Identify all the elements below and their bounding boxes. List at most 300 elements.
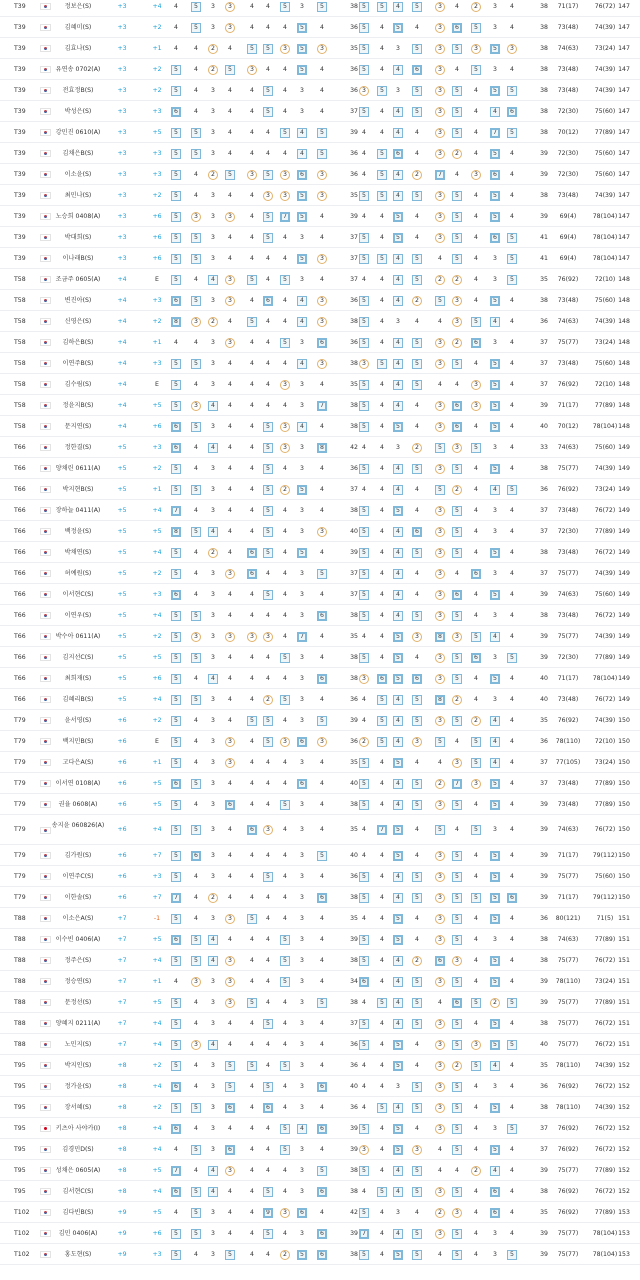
player-name-link[interactable]: 김서현C(S)	[62, 1187, 94, 1195]
round-to-par: +4	[152, 1124, 162, 1132]
hole-score: 3	[300, 590, 304, 598]
hole-score: 3	[315, 527, 329, 537]
round2-score: 74(39)	[594, 1061, 616, 1069]
round2-score: 77(89)	[594, 653, 616, 661]
player-name-link[interactable]: 박지인(S)	[64, 1061, 92, 1069]
table-row[interactable]	[0, 563, 640, 584]
hole-score: 6	[375, 674, 389, 684]
hole-score: 3	[433, 506, 447, 516]
table-row[interactable]	[0, 185, 640, 206]
hole-score: 6	[169, 935, 183, 945]
hole-score: 4	[510, 401, 514, 409]
hole-score: 5	[433, 825, 447, 835]
round-to-par: +3	[152, 872, 162, 880]
hole-score: 5	[278, 1061, 292, 1071]
hole-score: 2	[469, 1166, 483, 1176]
in-total: 39	[540, 212, 548, 220]
hole-score: 5	[391, 212, 405, 222]
out-total: 39	[350, 548, 358, 556]
total-strokes: 149	[618, 506, 630, 514]
player-name-link[interactable]: 백정윤(S)	[64, 527, 92, 535]
player-name-link[interactable]: 노민지(S)	[64, 1040, 92, 1048]
hole-score: 5	[278, 2, 292, 12]
table-row[interactable]	[0, 887, 640, 908]
hole-score: 5	[223, 1250, 237, 1260]
hole-score: 4	[380, 653, 384, 661]
hole-score: 5	[169, 1040, 183, 1050]
player-name-link[interactable]: 유연송 0702(A)	[55, 65, 101, 73]
player-name-link[interactable]: 이소윤(S)	[64, 170, 92, 178]
in-total: 38	[540, 191, 548, 199]
hole-score: 4	[391, 107, 405, 117]
hole-score: 3	[396, 86, 400, 94]
player-name-link[interactable]: 최희재(S)	[64, 674, 92, 682]
round1-score: 76(92)	[557, 275, 579, 283]
hole-score: 5	[189, 254, 203, 264]
hole-score: 3	[211, 464, 215, 472]
hole-score: 5	[189, 1145, 203, 1155]
table-row[interactable]	[0, 1181, 640, 1202]
table-row[interactable]	[0, 38, 640, 59]
round1-score: 74(63)	[557, 935, 579, 943]
total-to-par: +4	[117, 422, 127, 430]
round-to-par: +3	[152, 149, 162, 157]
player-name-link[interactable]: 윤서영(S)	[64, 716, 92, 724]
out-total: 36	[350, 872, 358, 880]
player-name-link[interactable]: 고다은A(S)	[62, 758, 94, 766]
player-name-link[interactable]: 권율 0608(A)	[58, 800, 98, 808]
hole-score: 4	[250, 191, 254, 199]
player-name-link[interactable]: 양혜지 0211(A)	[55, 1019, 101, 1027]
table-row[interactable]	[0, 269, 640, 290]
table-row[interactable]	[0, 437, 640, 458]
player-name-link[interactable]: 김혜미(S)	[64, 23, 92, 31]
hole-score: 3	[245, 65, 259, 75]
player-name-link[interactable]: 이연주B(S)	[62, 359, 94, 367]
table-row[interactable]	[0, 689, 640, 710]
in-total: 37	[540, 506, 548, 514]
round-to-par: +5	[152, 998, 162, 1006]
hole-score: 8	[315, 443, 329, 453]
hole-score: 4	[194, 674, 198, 682]
hole-score: 4	[250, 1103, 254, 1111]
player-name-link[interactable]: 이소은A(S)	[62, 914, 94, 922]
hole-score: 5	[450, 1019, 464, 1029]
hole-score: 4	[415, 1061, 419, 1069]
player-name-link[interactable]: 이서현C(S)	[62, 590, 94, 598]
hole-score: 3	[300, 275, 304, 283]
table-row[interactable]	[0, 794, 640, 815]
player-name-link[interactable]: 키츠아 사야카(I)	[55, 1124, 101, 1132]
table-row[interactable]	[0, 929, 640, 950]
hole-score: 6	[169, 422, 183, 432]
table-row[interactable]	[0, 1097, 640, 1118]
table-row[interactable]	[0, 845, 640, 866]
in-total: 37	[540, 380, 548, 388]
hole-score: 5	[169, 380, 183, 390]
table-row[interactable]	[0, 59, 640, 80]
table-row[interactable]	[0, 908, 640, 929]
hole-score: 5	[410, 380, 424, 390]
table-row[interactable]	[0, 1013, 640, 1034]
rank-cell: T39	[14, 254, 26, 262]
hole-score: 6	[295, 1208, 309, 1218]
hole-score: 4	[474, 956, 478, 964]
hole-score: 4	[283, 464, 287, 472]
hole-score: 5	[169, 851, 183, 861]
player-name-link[interactable]: 백지민B(S)	[62, 737, 94, 745]
player-name-link[interactable]: 조금주 0605(A)	[55, 275, 101, 283]
round1-score: 78(110)	[555, 737, 581, 745]
table-row[interactable]	[0, 311, 640, 332]
hole-score: 5	[189, 653, 203, 663]
table-row[interactable]	[0, 1202, 640, 1223]
total-strokes: 148	[618, 380, 630, 388]
table-row[interactable]	[0, 164, 640, 185]
out-total: 39	[350, 128, 358, 136]
hole-score: 4	[250, 1040, 254, 1048]
round2-score: 75(60)	[594, 872, 616, 880]
player-name-link[interactable]: 정윤지B(S)	[62, 401, 94, 409]
hole-score: 5	[245, 1061, 259, 1071]
table-row[interactable]	[0, 206, 640, 227]
player-name-link[interactable]: 성채은 0605(A)	[55, 1166, 101, 1174]
round1-score: 73(48)	[557, 65, 579, 73]
table-row[interactable]	[0, 605, 640, 626]
player-name-link[interactable]: 신영은(S)	[64, 317, 92, 325]
hole-score: 4	[228, 893, 232, 901]
player-name-link[interactable]: 정한결(S)	[64, 443, 92, 451]
table-row[interactable]	[0, 950, 640, 971]
hole-score: 3	[433, 872, 447, 882]
player-name-link[interactable]: 홍도현(S)	[64, 1250, 92, 1258]
hole-score: 4	[362, 170, 366, 178]
table-row[interactable]	[0, 521, 640, 542]
hole-score: 4	[250, 590, 254, 598]
hole-score: 5	[488, 359, 502, 369]
table-row[interactable]	[0, 1055, 640, 1076]
hole-score: 4	[250, 485, 254, 493]
player-name-link[interactable]: 김혜리B(S)	[62, 695, 94, 703]
table-row[interactable]	[0, 1244, 640, 1265]
player-name-link[interactable]: 송지윤 060826(A)	[51, 822, 105, 829]
player-name-link[interactable]: 이수빈 0406(A)	[55, 935, 101, 943]
round2-score: 76(72)	[594, 1124, 616, 1132]
in-total: 38	[540, 107, 548, 115]
in-total: 38	[540, 128, 548, 136]
table-row[interactable]	[0, 332, 640, 353]
table-row[interactable]	[0, 101, 640, 122]
in-total: 40	[540, 1040, 548, 1048]
player-name-link[interactable]: 양채린 0611(A)	[55, 464, 101, 472]
hole-score: 4	[320, 956, 324, 964]
round1-score: 73(48)	[557, 296, 579, 304]
hole-score: 3	[433, 86, 447, 96]
player-name-link[interactable]: 허예원(S)	[64, 569, 92, 577]
hole-score: 3	[189, 977, 203, 987]
table-row[interactable]	[0, 866, 640, 887]
player-name-link[interactable]: 장서혜(S)	[64, 1103, 92, 1111]
player-name-link[interactable]: 문정선(S)	[64, 998, 92, 1006]
player-name-link[interactable]: 이한솔(S)	[64, 893, 92, 901]
table-row[interactable]	[0, 416, 640, 437]
round-to-par: +4	[152, 826, 162, 833]
player-name-link[interactable]: 변진아(S)	[64, 296, 92, 304]
hole-score: 5	[375, 998, 389, 1008]
out-total: 36	[350, 86, 358, 94]
hole-score: 3	[469, 380, 483, 390]
player-name-link[interactable]: 노승희 0408(A)	[55, 212, 101, 220]
hole-score: 4	[474, 1103, 478, 1111]
table-row[interactable]	[0, 731, 640, 752]
hole-score: 4	[510, 443, 514, 451]
round2-score: 73(24)	[594, 758, 616, 766]
hole-score: 3	[300, 998, 304, 1006]
table-row[interactable]	[0, 752, 640, 773]
table-row[interactable]	[0, 479, 640, 500]
table-row[interactable]	[0, 668, 640, 689]
hole-score: 4	[250, 2, 254, 10]
round2-score: 73(24)	[594, 977, 616, 985]
table-row[interactable]	[0, 815, 640, 845]
table-row[interactable]	[0, 353, 640, 374]
player-name-link[interactable]: 이연주C(S)	[62, 872, 94, 880]
table-row[interactable]	[0, 626, 640, 647]
out-total: 38	[350, 998, 358, 1006]
hole-score: 4	[194, 737, 198, 745]
table-row[interactable]	[0, 971, 640, 992]
player-name-link[interactable]: 김효나(S)	[64, 44, 92, 52]
round2-score: 78(104)	[592, 212, 618, 220]
table-row[interactable]	[0, 584, 640, 605]
hole-score: 5	[245, 998, 259, 1008]
table-row[interactable]	[0, 248, 640, 269]
hole-score: 2	[278, 1250, 292, 1260]
player-name-link[interactable]: 정보은(S)	[64, 2, 92, 10]
hole-score: 4	[380, 1250, 384, 1258]
hole-score: 5	[261, 464, 275, 474]
out-total: 40	[350, 779, 358, 787]
hole-score: 3	[211, 1061, 215, 1069]
table-row[interactable]	[0, 143, 640, 164]
round2-score: 76(72)	[594, 1145, 616, 1153]
hole-score: 4	[510, 380, 514, 388]
in-total: 39	[540, 977, 548, 985]
player-name-link[interactable]: 김채은B(S)	[62, 149, 94, 157]
hole-score: 4	[283, 233, 287, 241]
total-strokes: 150	[618, 737, 630, 745]
hole-score: 5	[450, 359, 464, 369]
rank-cell: T95	[14, 1187, 26, 1195]
table-row[interactable]	[0, 290, 640, 311]
hole-score: 3	[300, 1082, 304, 1090]
rank-cell: T58	[14, 422, 26, 430]
player-name-link[interactable]: 김수림(S)	[64, 380, 92, 388]
hole-score: 2	[206, 170, 220, 180]
player-name-link[interactable]: 김다빈B(S)	[62, 1208, 94, 1216]
round1-score: 72(30)	[557, 653, 579, 661]
hole-score: 5	[410, 1019, 424, 1029]
table-row[interactable]	[0, 992, 640, 1013]
rank-cell: T39	[14, 86, 26, 94]
round2-score: 72(10)	[594, 275, 616, 283]
player-name-link[interactable]: 전효정B(S)	[62, 86, 94, 94]
total-strokes: 149	[618, 569, 630, 577]
player-name-link[interactable]: 장하늘 0411(A)	[55, 506, 101, 514]
player-name-link[interactable]: 김하은B(S)	[62, 338, 94, 346]
hole-score: 4	[415, 935, 419, 943]
table-row[interactable]	[0, 710, 640, 731]
hole-score: 5	[469, 632, 483, 642]
hole-score: 4	[391, 338, 405, 348]
hole-score: 5	[488, 893, 502, 903]
table-row[interactable]	[0, 122, 640, 143]
table-row[interactable]	[0, 458, 640, 479]
player-name-link[interactable]: 이서연 0108(A)	[55, 779, 101, 787]
hole-score: 4	[380, 632, 384, 640]
player-name-link[interactable]: 박수아 0611(A)	[55, 632, 101, 640]
hole-score: 5	[357, 527, 371, 537]
hole-score: 3	[211, 872, 215, 880]
in-total: 37	[540, 779, 548, 787]
table-row[interactable]	[0, 1118, 640, 1139]
round2-score: 79(112)	[592, 893, 618, 901]
player-name-link[interactable]: 정가윤(S)	[64, 1082, 92, 1090]
total-to-par: +5	[117, 695, 127, 703]
player-name-link[interactable]: 김민 0406(A)	[58, 1229, 98, 1237]
hole-score: 4	[415, 826, 419, 833]
hole-score: 6	[450, 422, 464, 432]
hole-score: 4	[250, 1187, 254, 1195]
player-name-link[interactable]: 김가원(S)	[64, 851, 92, 859]
player-name-link[interactable]: 박지현B(S)	[62, 485, 94, 493]
table-row[interactable]	[0, 1139, 640, 1160]
total-strokes: 152	[618, 1145, 630, 1153]
player-name-link[interactable]: 박성은(S)	[64, 107, 92, 115]
table-row[interactable]	[0, 500, 640, 521]
hole-score: 4	[474, 296, 478, 304]
hole-score: 6	[261, 296, 275, 306]
player-name-link[interactable]: 강민진 0610(A)	[55, 128, 101, 136]
hole-score: 4	[474, 275, 478, 283]
hole-score: 5	[505, 86, 519, 96]
hole-score: 3	[189, 212, 203, 222]
hole-score: 6	[450, 998, 464, 1008]
hole-score: 4	[174, 23, 178, 31]
player-name-link[interactable]: 이나래B(S)	[62, 254, 94, 262]
hole-score: 5	[410, 359, 424, 369]
round-to-par: +1	[152, 977, 162, 985]
hole-score: 5	[505, 254, 519, 264]
hole-score: 3	[433, 233, 447, 243]
player-name-link[interactable]: 정주은(S)	[64, 956, 92, 964]
player-name-link[interactable]: 박채연(S)	[64, 548, 92, 556]
hole-score: 5	[450, 233, 464, 243]
hole-score: 4	[380, 380, 384, 388]
player-name-link[interactable]: 김지선C(S)	[62, 653, 94, 661]
table-row[interactable]	[0, 1076, 640, 1097]
player-name-link[interactable]: 문지연(S)	[64, 422, 92, 430]
table-row[interactable]	[0, 17, 640, 38]
total-strokes: 147	[618, 44, 630, 52]
hole-score: 4	[380, 1145, 384, 1153]
hole-score: 4	[380, 758, 384, 766]
round2-score: 73(24)	[594, 44, 616, 52]
hole-score: 3	[469, 170, 483, 180]
player-name-link[interactable]: 김경민D(S)	[62, 1145, 94, 1153]
hole-score: 5	[410, 86, 424, 96]
hole-score: 5	[357, 254, 371, 264]
hole-score: 3	[223, 2, 237, 12]
hole-score: 5	[469, 998, 483, 1008]
table-row[interactable]	[0, 542, 640, 563]
total-strokes: 149	[618, 527, 630, 535]
hole-score: 6	[223, 1145, 237, 1155]
hole-score: 5	[169, 632, 183, 642]
round1-score: 75(77)	[557, 1040, 579, 1048]
hole-score: 4	[283, 872, 287, 880]
hole-score: 4	[266, 317, 270, 325]
round2-score: 77(89)	[594, 800, 616, 808]
player-name-link[interactable]: 이연우(S)	[64, 611, 92, 619]
table-row[interactable]	[0, 374, 640, 395]
hole-score: 3	[300, 2, 304, 10]
hole-score: 4	[266, 1124, 270, 1132]
round1-score: 74(63)	[557, 317, 579, 325]
hole-score: 3	[315, 317, 329, 327]
table-row[interactable]	[0, 647, 640, 668]
table-row[interactable]	[0, 1160, 640, 1181]
hole-score: 4	[266, 956, 270, 964]
table-row[interactable]	[0, 1034, 640, 1055]
table-row[interactable]	[0, 1223, 640, 1244]
total-to-par: +5	[117, 569, 127, 577]
rank-cell: T95	[14, 1103, 26, 1111]
hole-score: 3	[300, 233, 304, 241]
hole-score: 6	[505, 107, 519, 117]
total-strokes: 147	[618, 254, 630, 262]
hole-score: 4	[474, 128, 478, 136]
table-row[interactable]	[0, 80, 640, 101]
hole-score: 3	[211, 422, 215, 430]
round2-score: 77(89)	[594, 935, 616, 943]
round2-score: 75(60)	[594, 296, 616, 304]
hole-score: 5	[357, 464, 371, 474]
hole-score: 4	[510, 170, 514, 178]
round1-score: 69(4)	[559, 233, 577, 241]
hole-score: 4	[438, 380, 442, 388]
hole-score: 3	[433, 800, 447, 810]
table-row[interactable]	[0, 395, 640, 416]
hole-score: 4	[362, 1061, 366, 1069]
hole-score: 3	[433, 590, 447, 600]
hole-score: 4	[320, 1145, 324, 1153]
hole-score: 4	[250, 611, 254, 619]
hole-score: 5	[189, 1208, 203, 1218]
hole-score: 4	[474, 233, 478, 241]
hole-score: 4	[380, 548, 384, 556]
in-total: 33	[540, 443, 548, 451]
player-name-link[interactable]: 박대희(S)	[64, 233, 92, 241]
table-row[interactable]	[0, 0, 640, 17]
hole-score: 3	[493, 506, 497, 514]
player-name-link[interactable]: 최민나(S)	[64, 191, 92, 199]
table-row[interactable]	[0, 227, 640, 248]
round1-score: 69(4)	[559, 254, 577, 262]
player-name-link[interactable]: 정승연(S)	[64, 977, 92, 985]
hole-score: 4	[362, 632, 366, 640]
table-row[interactable]	[0, 773, 640, 794]
